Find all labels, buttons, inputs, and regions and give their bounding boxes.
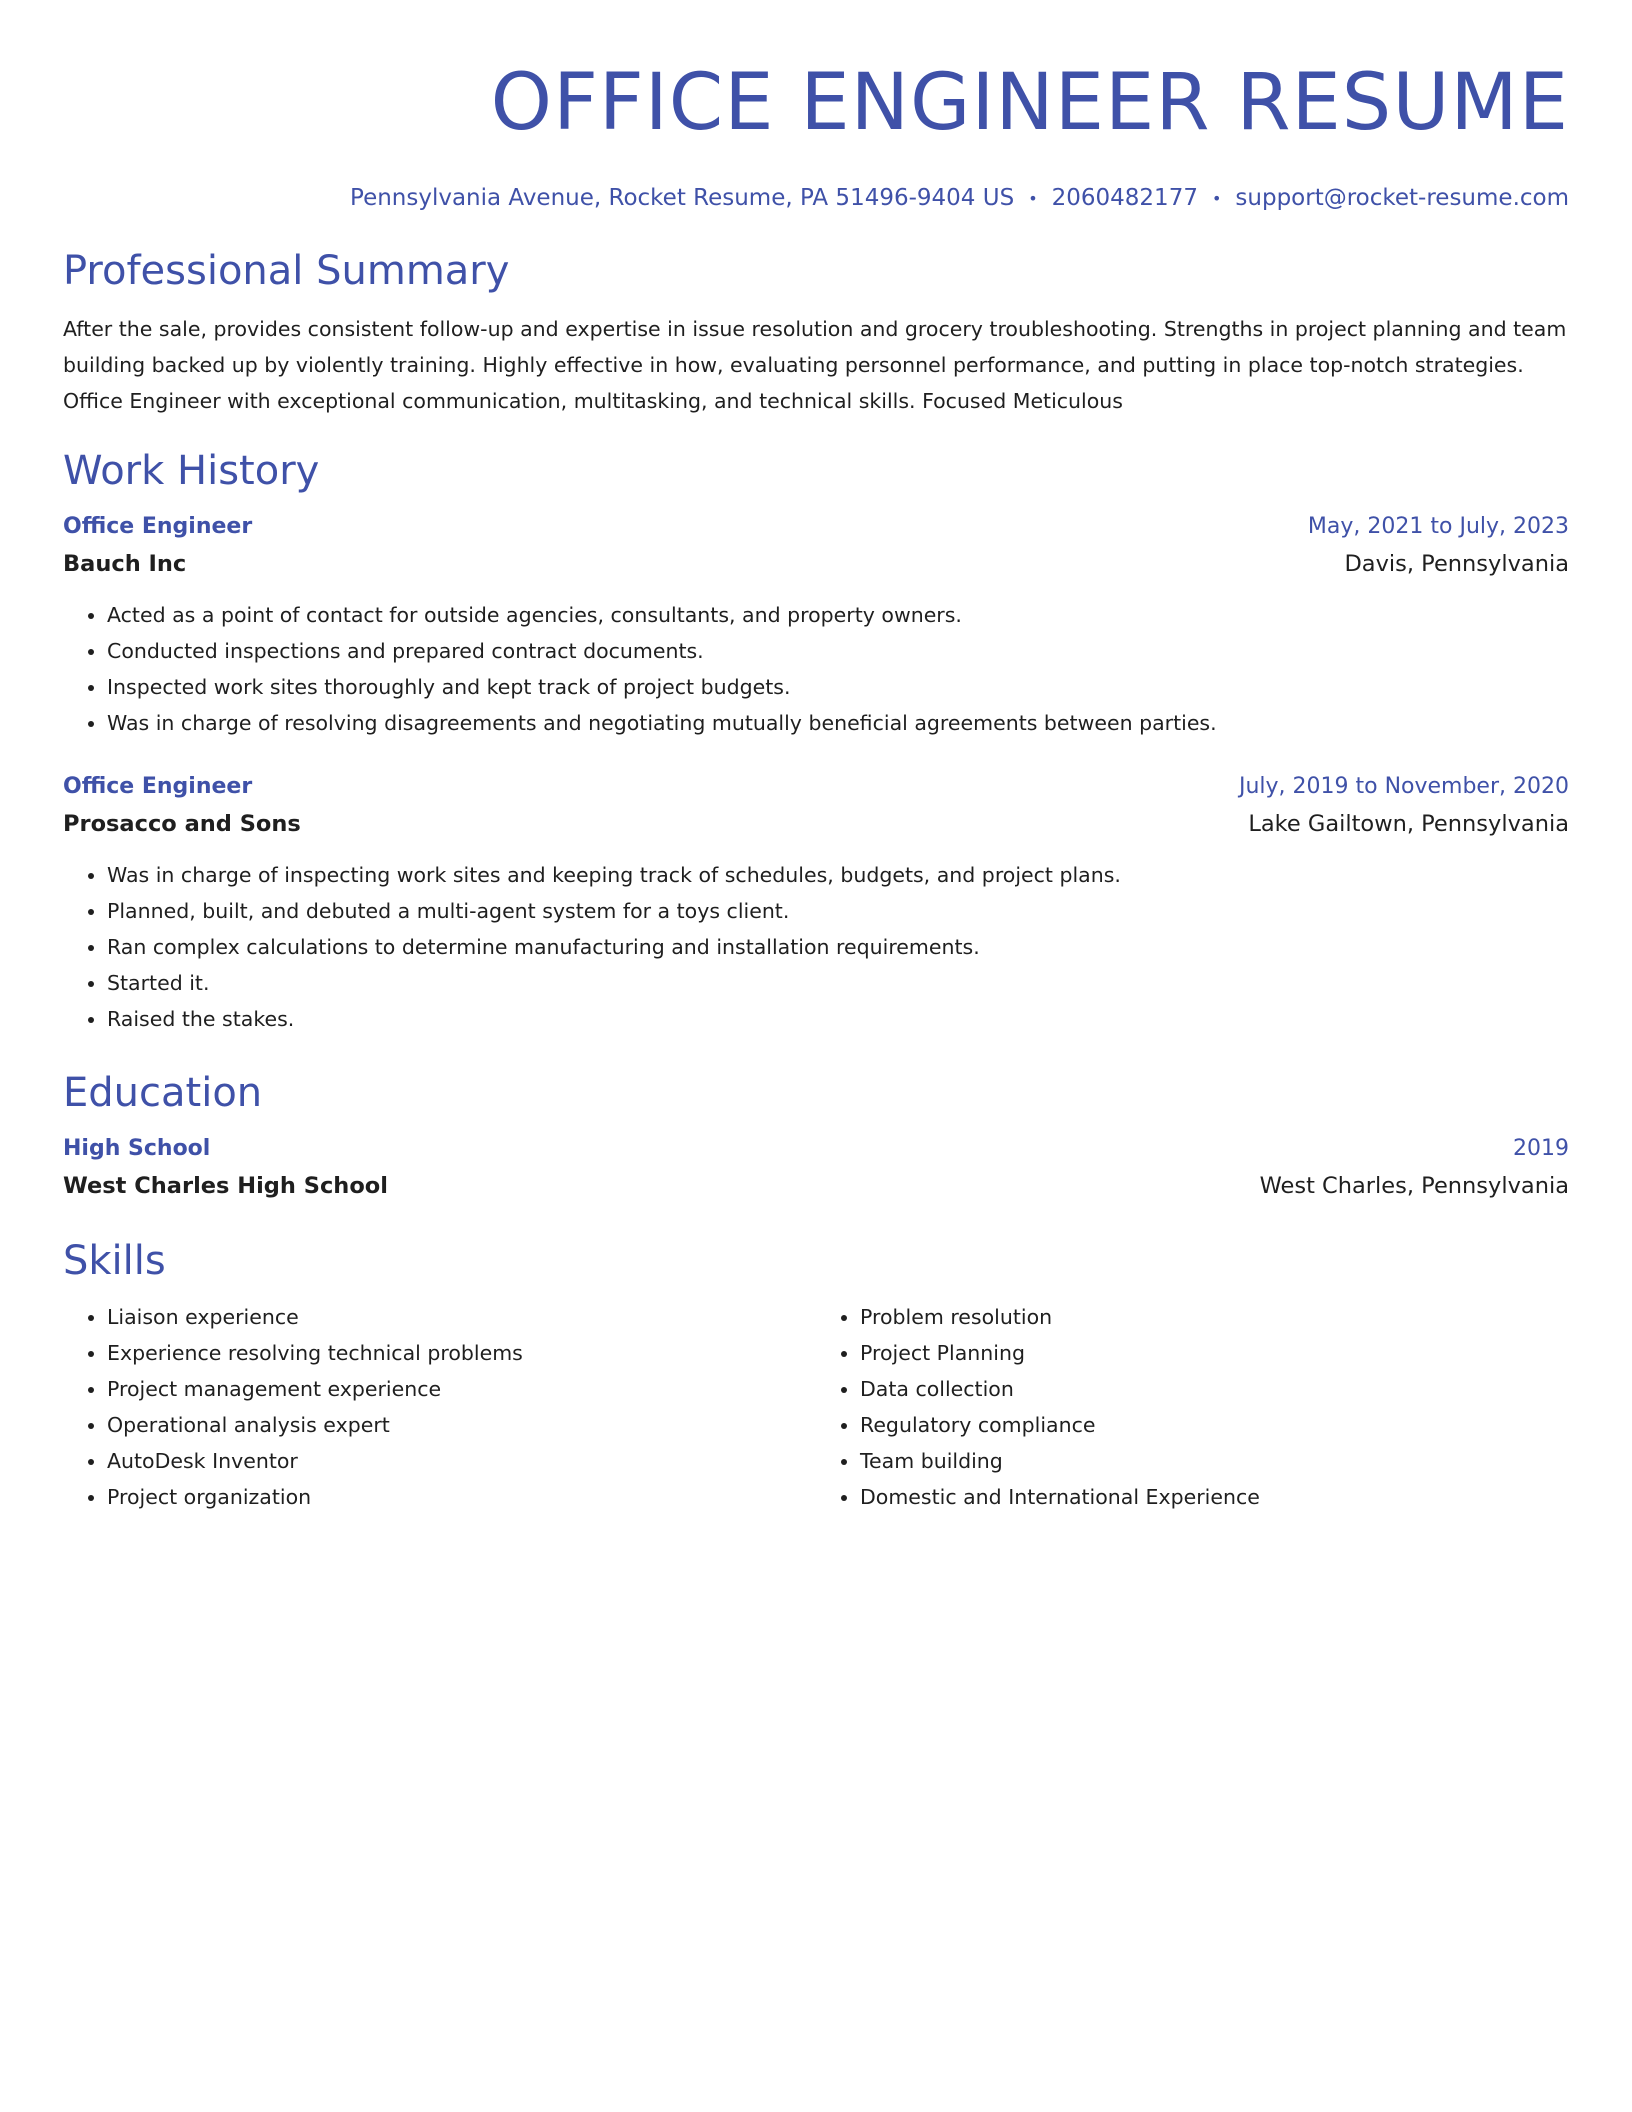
job-dates: May, 2021 to July, 2023 [1307, 513, 1569, 539]
job-bullet: • Inspected work sites thoroughly and kept track of project budgets. [107, 669, 1569, 705]
skill-item: • Liaison experience [107, 1299, 816, 1335]
skill-item: • Operational analysis expert [107, 1407, 816, 1443]
section-title-education: Education [63, 1069, 263, 1116]
job-location: Davis, Pennsylvania [1344, 550, 1569, 577]
resume-title: OFFICE ENGINEER RESUME [490, 58, 1569, 148]
job-company: Bauch Inc [63, 550, 187, 577]
job-entry [63, 509, 1569, 741]
contact-address: Pennsylvania Avenue, Rocket Resume, PA 51496-9404 US [350, 185, 1015, 211]
education-school-row [63, 1167, 1569, 1205]
resume-header [63, 52, 1569, 215]
job-bullet: • Acted as a point of contact for outside agencies, consultants, and property owners. [107, 597, 1569, 633]
contact-separator: • [1028, 188, 1038, 208]
job-bullet: • Was in charge of inspecting work sites and keeping track of schedules, budgets, and project plans. [107, 857, 1569, 893]
job-header-row [63, 769, 1569, 805]
education-location: West Charles, Pennsylvania [1259, 1172, 1569, 1199]
job-location: Lake Gailtown, Pennsylvania [1248, 810, 1569, 837]
contact-phone: 2060482177 [1051, 185, 1198, 211]
job-bullet: • Conducted inspections and prepared contract documents. [107, 633, 1569, 669]
contact-email: support@rocket-resume.com [1235, 185, 1569, 211]
job-bullet: • Ran complex calculations to determine manufacturing and installation requirements. [107, 929, 1569, 965]
education-year: 2019 [1513, 1135, 1569, 1161]
skill-item: • AutoDesk Inventor [107, 1443, 816, 1479]
job-bullets [63, 857, 1569, 1037]
job-company: Prosacco and Sons [63, 810, 301, 837]
skills-grid [63, 1299, 1569, 1515]
education-school: West Charles High School [63, 1172, 388, 1199]
job-bullet: • Planned, built, and debuted a multi-agent system for a toys client. [107, 893, 1569, 929]
skill-item: • Problem resolution [860, 1299, 1569, 1335]
skill-item: • Regulatory compliance [860, 1407, 1569, 1443]
section-title-skills: Skills [63, 1237, 166, 1284]
skill-item: • Domestic and International Experience [860, 1479, 1569, 1515]
skill-item: • Project Planning [860, 1335, 1569, 1371]
skill-item: • Data collection [860, 1371, 1569, 1407]
section-title-work: Work History [63, 447, 320, 494]
skills-column-right [816, 1299, 1569, 1515]
summary-text: After the sale, provides consistent follow-up and expertise in issue resolution and grocery troubleshooting. Strengths in project planning and team building backed up by violently training. Highly effective in how, evaluating personnel performance, and putting in place top-notch strategies. Office Engineer with exceptional communication, multitasking, and technical skills. Focused Meticulous [63, 316, 1567, 413]
education-entry [63, 1131, 1569, 1205]
skill-item: • Team building [860, 1443, 1569, 1479]
job-bullet: • Was in charge of resolving disagreements and negotiating mutually beneficial agreements between parties. [107, 705, 1569, 741]
job-company-row [63, 545, 1569, 583]
contact-separator: • [1211, 188, 1222, 208]
skill-item: • Project organization [107, 1479, 816, 1515]
job-header-row [63, 509, 1569, 545]
skill-item: • Experience resolving technical problems [107, 1335, 816, 1371]
education-section [63, 1067, 1569, 1205]
job-bullets [63, 597, 1569, 741]
job-bullet: • Started it. [107, 965, 1569, 1001]
skills-column-left [63, 1299, 816, 1515]
job-company-row [63, 805, 1569, 843]
skill-item: • Project management experience [107, 1371, 816, 1407]
skills-section [63, 1235, 1569, 1515]
contact-line [63, 182, 1569, 215]
job-title: Office Engineer [63, 773, 253, 799]
job-bullet: • Raised the stakes. [107, 1001, 1569, 1037]
job-dates: July, 2019 to November, 2020 [1238, 773, 1569, 799]
education-header-row [63, 1131, 1569, 1167]
job-title: Office Engineer [63, 513, 253, 539]
education-degree: High School [63, 1135, 211, 1161]
professional-summary-section [63, 245, 1569, 419]
work-history-section [63, 445, 1569, 1037]
section-title-summary: Professional Summary [63, 247, 510, 294]
job-entry [63, 769, 1569, 1037]
